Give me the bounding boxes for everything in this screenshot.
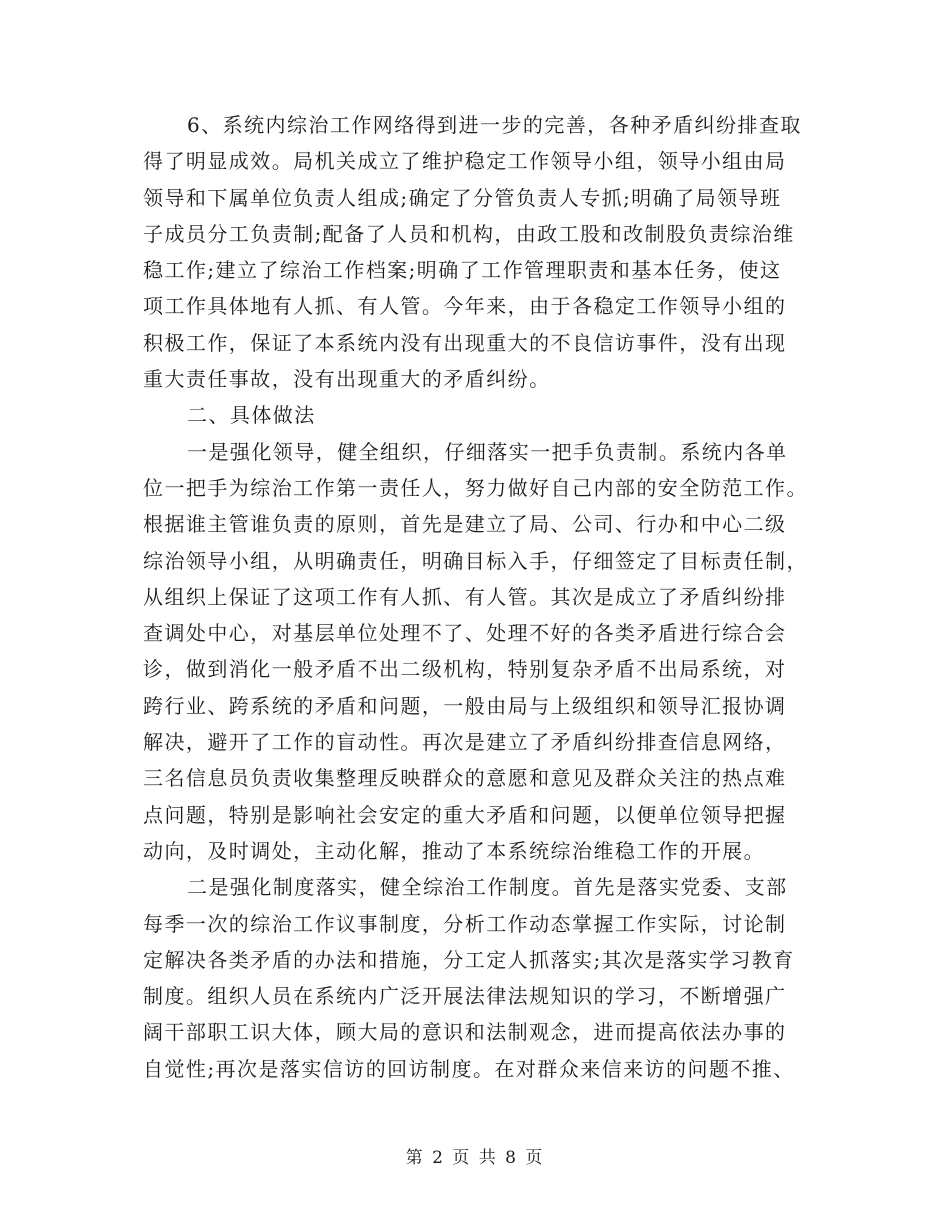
paragraph bbox=[143, 434, 808, 870]
section-heading bbox=[143, 397, 803, 433]
text-line: 解决，避开了工作的盲动性。再次是建立了矛盾纠纷排查信息网络， bbox=[143, 730, 787, 755]
text-line: 根据谁主管谁负责的原则，首先是建立了局、公司、行办和中心二级 bbox=[143, 512, 787, 537]
document-body bbox=[143, 107, 808, 1087]
text-line: 位一把手为综治工作第一责任人，努力做好自己内部的安全防范工作。 bbox=[143, 475, 808, 500]
text-line: 得了明显成效。局机关成立了维护稳定工作领导小组，领导小组由局 bbox=[143, 149, 787, 174]
text-line: 自觉性;再次是落实信访的回访制度。在对群众来信来访的问题不推、 bbox=[143, 1056, 795, 1081]
text-line: 定解决各类矛盾的办法和措施，分工定人抓落实;其次是落实学习教育 bbox=[143, 947, 795, 972]
text-line: 查调处中心，对基层单位处理不了、处理不好的各类矛盾进行综合会 bbox=[143, 621, 787, 646]
text-line: 跨行业、跨系统的矛盾和问题，一般由局与上级组织和领导汇报协调 bbox=[143, 693, 787, 718]
text-line: 三名信息员负责收集整理反映群众的意愿和意见及群众关注的热点难 bbox=[143, 766, 787, 791]
text-line: 子成员分工负责制;配备了人员和机构，由政工股和改制股负责综治维 bbox=[143, 221, 795, 246]
text-line: 制度。组织人员在系统内广泛开展法律法规知识的学习，不断增强广 bbox=[143, 984, 787, 1009]
text-line: 每季一次的综治工作议事制度，分析工作动态掌握工作实际，讨论制 bbox=[143, 911, 787, 936]
page-number-footer: 第 2 页 共 8 页 bbox=[405, 1148, 545, 1168]
text-line: 领导和下属单位负责人组成;确定了分管负责人专抓;明确了局领导班 bbox=[143, 185, 782, 210]
text-line: 一是强化领导，健全组织，仔细落实一把手负责制。系统内各单 bbox=[187, 439, 788, 464]
text-line: 从组织上保证了这项工作有人抓、有人管。其次是成立了矛盾纠纷排 bbox=[143, 584, 787, 609]
text-line: 阔干部职工识大体，顾大局的意识和法制观念，进而提高依法办事的 bbox=[143, 1020, 787, 1045]
paragraph bbox=[143, 107, 803, 397]
text-line: 诊，做到消化一般矛盾不出二级机构，特别复杂矛盾不出局系统，对 bbox=[143, 657, 787, 682]
text-line: 稳工作;建立了综治工作档案;明确了工作管理职责和基本任务，使这 bbox=[143, 258, 782, 283]
text-line: 二是强化制度落实，健全综治工作制度。首先是落实党委、支部 bbox=[187, 875, 788, 900]
text-line: 重大责任事故，没有出现重大的矛盾纠纷。 bbox=[143, 367, 551, 392]
text-line: 6、系统内综治工作网络得到进一步的完善，各种矛盾纠纷排查取 bbox=[187, 113, 802, 137]
heading-text: 二、具体做法 bbox=[187, 403, 316, 428]
text-line: 综治领导小组，从明确责任，明确目标入手，仔细签定了目标责任制， bbox=[143, 548, 808, 573]
text-line: 点问题，特别是影响社会安定的重大矛盾和问题，以便单位领导把握 bbox=[143, 802, 787, 827]
text-line: 积极工作，保证了本系统内没有出现重大的不良信访事件，没有出现 bbox=[143, 330, 787, 355]
paragraph bbox=[143, 869, 803, 1087]
text-line: 动向，及时调处，主动化解，推动了本系统综治维稳工作的开展。 bbox=[143, 838, 766, 863]
text-line: 项工作具体地有人抓、有人管。今年来，由于各稳定工作领导小组的 bbox=[143, 294, 787, 319]
